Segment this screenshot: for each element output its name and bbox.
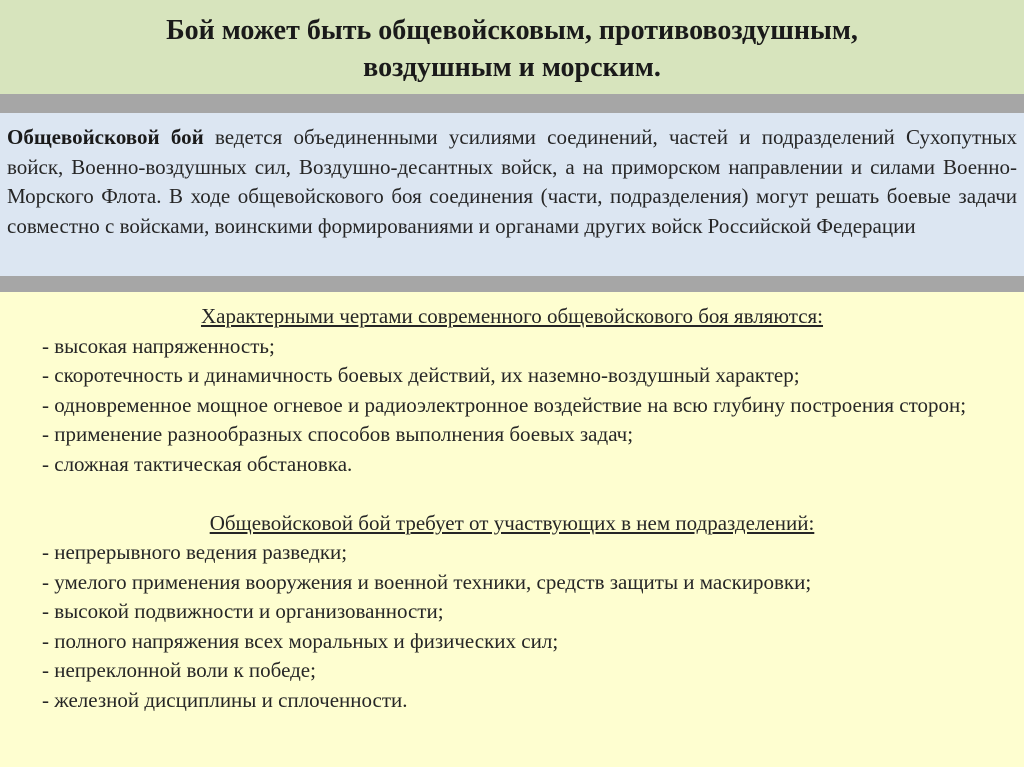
lists-content — [7, 302, 1017, 715]
slide-title-line-2: воздушным и морским. — [363, 52, 661, 83]
feature-item: - скоротечность и динамичность боевых действий, их наземно-воздушный характер; — [42, 363, 800, 387]
definition-term: Общевойсковой бой — [7, 125, 204, 149]
requirement-item: - высокой подвижности и организованности; — [42, 599, 444, 623]
feature-item: - применение разнообразных способов выполнения боевых задач; — [42, 422, 634, 446]
slide-title-line-1: Бой может быть общевойсковым, противовоздушным, — [166, 15, 858, 46]
slide-title — [0, 12, 1024, 86]
title-band — [0, 0, 1024, 95]
feature-item: - одновременное мощное огневое и радиоэлектронное воздействие на всю глубину построения сторон; — [42, 392, 967, 417]
feature-item: - сложная тактическая обстановка. — [42, 451, 353, 476]
section-spacer — [7, 479, 1017, 509]
definition-body: ведется объединенными усилиями соединений, частей и подразделений Сухопутных войск, Военно-воздушных сил, Воздушно-десантных войск, а на приморском направлении и силами Военно-Морского Флота. В ходе общевойскового боя соединения (части, подразделения) могут решать боевые задачи совместно с войсками, воинскими формированиями и органами других войск Российской Федерации — [7, 125, 1018, 238]
lists-box — [0, 292, 1024, 767]
divider-strip-top — [0, 94, 1024, 113]
features-heading: Характерными чертами современного общевойскового боя являются: — [200, 304, 824, 328]
requirement-item: - умелого применения вооружения и военной техники, средств защиты и маскировки; — [42, 569, 812, 594]
definition-paragraph — [7, 123, 1017, 241]
definition-box — [0, 113, 1024, 276]
requirement-item: - железной дисциплины и сплоченности. — [42, 687, 408, 712]
requirement-item: - непрерывного ведения разведки; — [42, 540, 348, 564]
divider-strip-middle — [0, 276, 1024, 292]
requirement-item: - полного напряжения всех моральных и физических сил; — [42, 628, 559, 653]
requirements-heading: Общевойсковой бой требует от участвующих в нем подразделений: — [209, 510, 815, 535]
feature-item: - высокая напряженность; — [42, 333, 275, 358]
requirement-item: - непреклонной воли к победе; — [42, 658, 316, 682]
